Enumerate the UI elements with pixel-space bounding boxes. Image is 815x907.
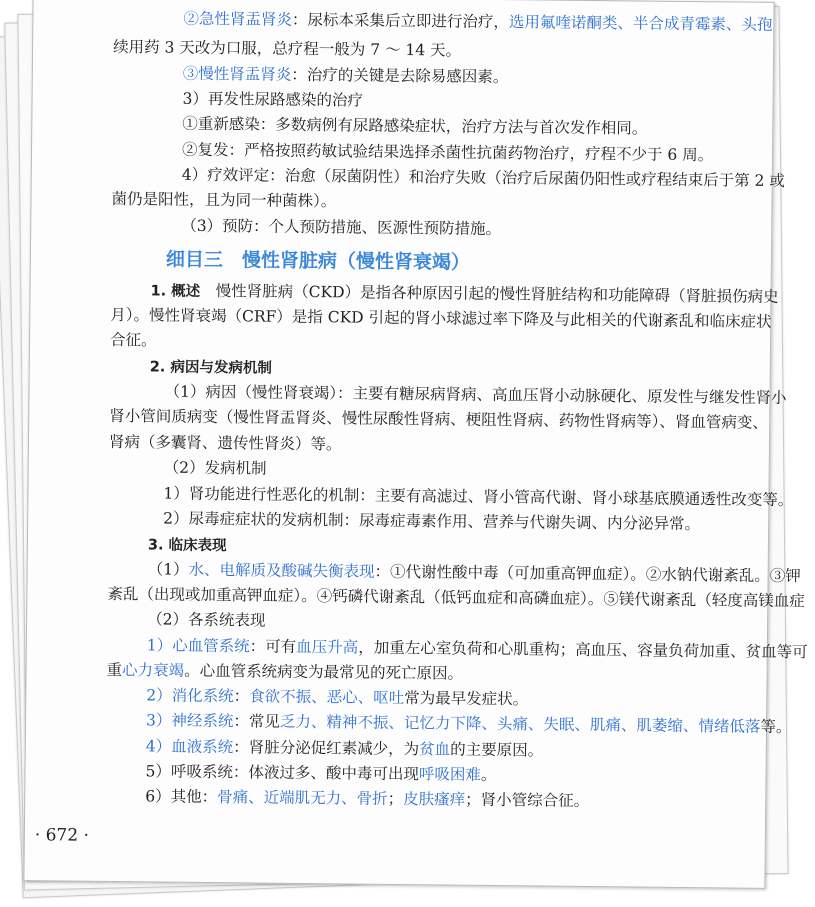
- text-line: [148, 534, 227, 556]
- text-span: ②急性肾盂肾炎: [183, 9, 293, 29]
- text-span: 慢性肾脏病（CKD）是指各种原因引起的慢性肾脏结构和功能障碍（肾脏损伤病史: [200, 281, 779, 306]
- text-line: [111, 189, 336, 211]
- text-span: 菌仍是阳性，且为同一种菌株）。: [111, 189, 337, 211]
- text-span: 皮肤瘙痒: [403, 790, 466, 809]
- text-line: [146, 736, 544, 760]
- text-span: 2. 病因与发病机制: [149, 359, 272, 377]
- document-page: [23, 0, 808, 889]
- text-span: 血压升高: [296, 637, 359, 657]
- text-span: 肾小管间质病变（慢性肾盂肾炎、慢性尿酸性肾病、梗阻性肾病、药物性肾病等）、肾血管病变、: [109, 406, 769, 432]
- text-line: [146, 710, 792, 737]
- text-span: 1）心血管系统: [146, 636, 250, 656]
- text-span: 2）尿毒症症状的发病机制：尿毒症毒素作用、营养与代谢失调、内分泌异常。: [163, 509, 701, 534]
- text-line: [182, 114, 647, 139]
- text-span: 4）疗效评定：治愈（尿菌阴性）和治疗失败（治疗后尿菌仍阳性或疗程结束后于第 2 或: [181, 165, 785, 191]
- text-span: ：: [233, 687, 250, 706]
- text-line: [109, 432, 342, 454]
- text-span: ：治疗的关键是去除易感因素。: [291, 65, 509, 87]
- text-line: [145, 761, 496, 785]
- text-line: [145, 786, 589, 811]
- text-line: [166, 250, 470, 274]
- text-span: ；肾小管综合征。: [465, 790, 590, 811]
- text-span: 3）再发性尿路感染的治疗: [182, 89, 364, 110]
- text-span: ②复发：严格按照药敏试验结果选择杀菌性抗菌药物治疗，疗程不少于 6 周。: [181, 140, 714, 165]
- text-span: 肾病（多囊肾、遗传性肾炎）等。: [108, 432, 342, 454]
- text-line: [182, 165, 785, 191]
- text-span: 食欲不振、恶心、呕吐: [249, 687, 405, 708]
- text-line: [109, 406, 768, 433]
- text-span: 。: [480, 765, 497, 785]
- text-span: 选用氟喹诺酮类、半合成青霉素、头孢: [508, 13, 773, 34]
- text-span: 5）呼吸系统：体液过多、酸中毒可出现: [145, 762, 419, 784]
- text-line: [183, 64, 509, 87]
- text-span: ：①代谢性酸中毒（可加重高钾血症）。②水钠代谢紊乱。③钾: [374, 562, 801, 586]
- text-span: 呼吸困难: [418, 765, 481, 784]
- text-span: （3）预防：个人预防措施、医源性预防措施。: [181, 216, 502, 239]
- text-span: 的主要原因。: [450, 740, 544, 760]
- text-span: 3）神经系统: [145, 711, 234, 731]
- text-span: ：尿标本采集后立即进行治疗，: [291, 10, 510, 32]
- text-span: 6）其他：: [145, 787, 218, 807]
- text-span: 乏力、精神不振、记忆力下降、头痛、失眠、肌痛、肌萎缩、情绪低落: [279, 712, 761, 736]
- text-line: [163, 484, 793, 511]
- text-span: （2）发病机制: [163, 458, 267, 478]
- text-line: [113, 37, 461, 61]
- text-span: 贫血: [419, 740, 451, 759]
- text-span: （1）病因（慢性肾衰竭）：主要有糖尿病肾病、高血压肾小动脉硬化、原发性与继发性肾小: [164, 382, 787, 408]
- text-span: 1）肾功能进行性恶化的机制：主要有高滤过、肾小管高代谢、肾小球基底膜通透性改变等。: [163, 484, 794, 510]
- text-span: ③慢性肾盂肾炎: [182, 64, 292, 84]
- text-span: 续用药 3 天改为口服，总疗程一般为 7 ～ 14 天。: [113, 37, 462, 60]
- text-span: ：肾脏分泌促红素减少，为: [233, 738, 420, 759]
- text-line: [147, 609, 266, 630]
- text-line: [106, 660, 463, 684]
- text-line: [110, 330, 157, 350]
- text-span: 细目三 慢性肾脏病（慢性肾衰竭）: [165, 248, 471, 274]
- text-span: ，加重左心室负荷和心肌重构；高血压、容量负荷加重、贫血等可: [358, 638, 808, 662]
- text-span: 2）消化系统: [146, 686, 234, 706]
- text-span: 重: [106, 660, 123, 680]
- text-line: [150, 280, 778, 308]
- text-line: [147, 635, 808, 662]
- text-line: [107, 584, 805, 611]
- text-line: [182, 89, 363, 111]
- text-span: 合征。: [109, 330, 157, 350]
- text-line: [148, 559, 801, 586]
- text-span: 骨痛、近端肌无力、骨折: [217, 788, 388, 808]
- text-span: 等。: [760, 717, 792, 737]
- text-span: 月）。慢性肾衰竭（CRF）是指 CKD 引起的肾小球滤过率下降及与此相关的代谢紊乱和临床症状: [110, 305, 772, 331]
- text-span: 3. 临床表现: [147, 537, 227, 555]
- text-span: 常为最早发症状。: [404, 689, 529, 709]
- text-span: ；: [387, 789, 404, 809]
- text-span: 4）血液系统: [145, 737, 234, 757]
- page-number: · 672 ·: [34, 825, 90, 846]
- text-span: 1. 概述: [150, 283, 201, 300]
- page-content: [34, 0, 808, 811]
- text-span: 心力衰竭: [122, 661, 185, 680]
- text-span: （1）: [147, 560, 189, 579]
- text-span: ①重新感染：多数病例有尿路感染症状，治疗方法与首次发作相同。: [182, 114, 648, 138]
- text-line: [164, 458, 267, 479]
- text-line: [181, 216, 501, 239]
- text-line: [163, 509, 700, 535]
- text-span: 。心血管系统病变为最常见的死亡原因。: [184, 661, 464, 683]
- text-line: [164, 382, 786, 409]
- text-line: [182, 140, 713, 166]
- text-span: ：可有: [249, 637, 297, 656]
- text-line: [146, 685, 528, 709]
- text-span: ：常见: [233, 712, 281, 731]
- text-line: [183, 9, 772, 35]
- text-span: 水、电解质及酸碱失衡表现: [188, 560, 375, 581]
- text-span: 紊乱（出现或加重高钾血症）。④钙磷代谢紊乱（低钙血症和高磷血症）。⑤镁代谢紊乱（轻度高镁血症: [107, 584, 805, 611]
- text-line: [150, 356, 272, 378]
- text-span: （2）各系统表现: [147, 610, 266, 630]
- text-line: [110, 305, 771, 332]
